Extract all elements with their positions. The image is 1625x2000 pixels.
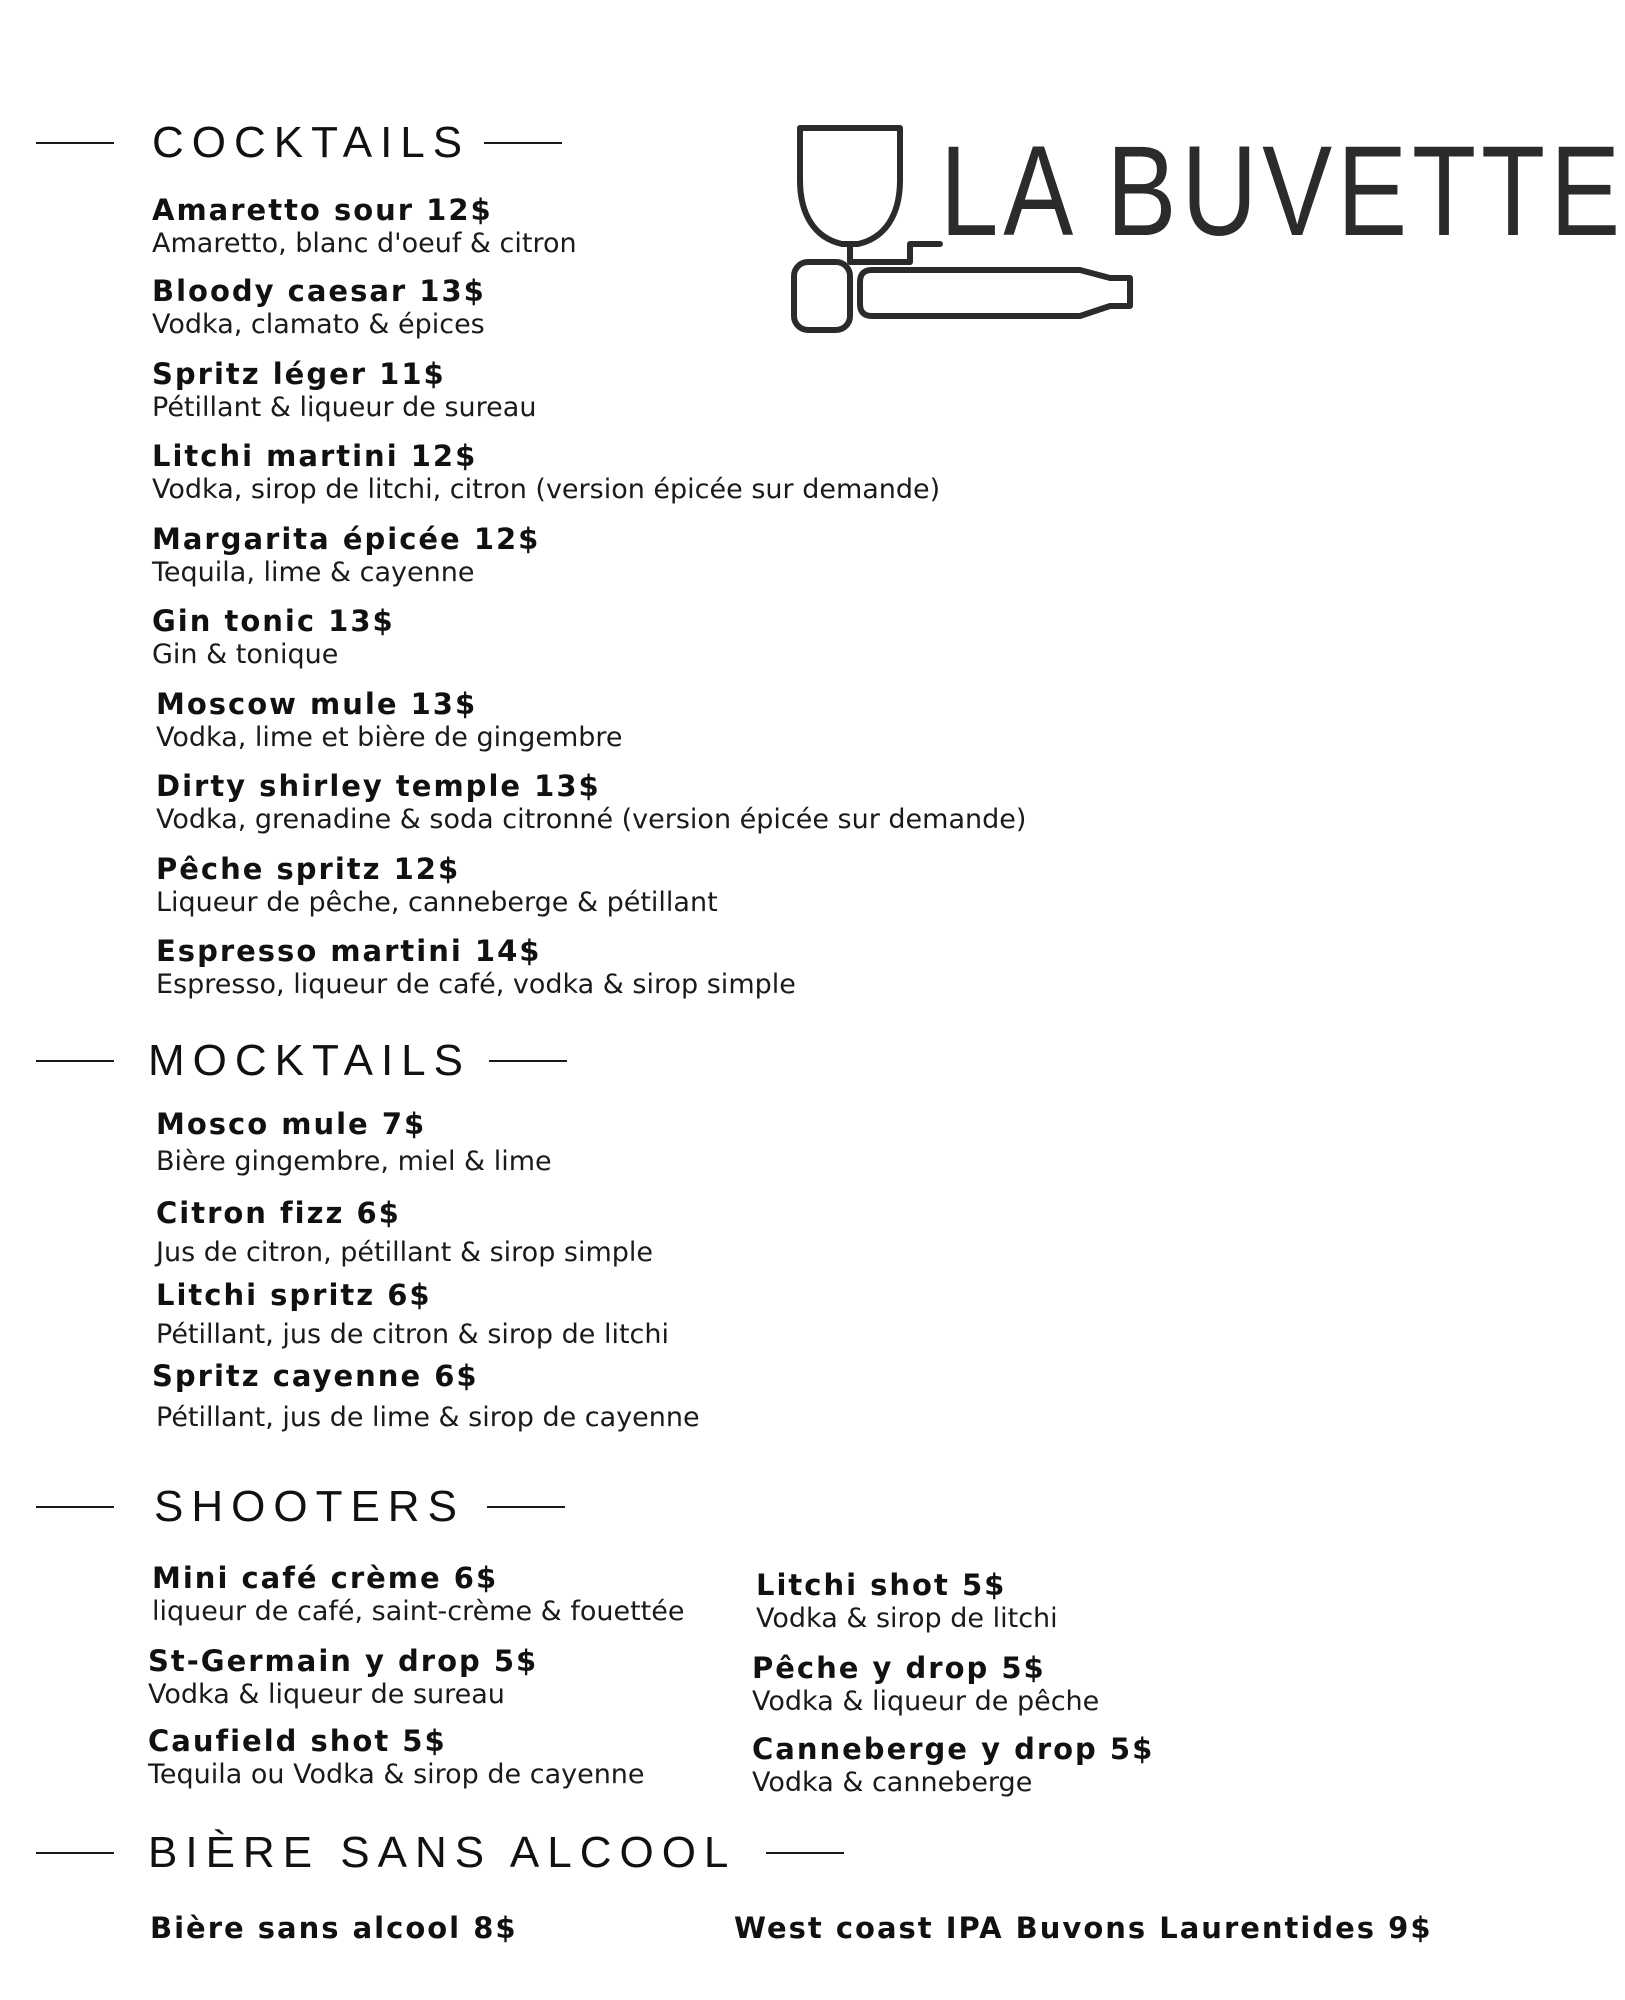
item-description: Vodka, clamato & épices [152, 309, 485, 340]
item-name: Gin tonic 13$ [152, 604, 395, 638]
item-name: Mosco mule 7$ [156, 1107, 427, 1141]
brand-logo [780, 120, 1625, 340]
menu-item [150, 1910, 518, 1946]
header-rule-right [484, 142, 562, 144]
item-name: St-Germain y drop 5$ [148, 1644, 539, 1678]
item-description: Pétillant, jus de citron & sirop de litchi [156, 1319, 670, 1350]
item-name: Litchi shot 5$ [756, 1568, 1007, 1602]
menu-item [156, 1277, 669, 1351]
mocktails-section-header [36, 1036, 567, 1086]
biere-title: BIÈRE SANS ALCOOL [148, 1828, 737, 1877]
item-description: Vodka & liqueur de pêche [752, 1686, 1100, 1717]
item-name: Moscow mule 13$ [156, 687, 478, 721]
item-description: Pétillant, jus de lime & sirop de cayenne [156, 1402, 700, 1433]
item-description: liqueur de café, saint-crème & fouettée [152, 1596, 685, 1627]
item-name: Dirty shirley temple 13$ [156, 769, 601, 803]
item-description: Amaretto, blanc d'oeuf & citron [152, 228, 577, 259]
item-name: Pêche spritz 12$ [156, 852, 461, 886]
item-description: Vodka, lime et bière de gingembre [156, 722, 623, 753]
item-name: Citron fizz 6$ [156, 1196, 401, 1230]
header-rule-right [766, 1852, 844, 1854]
menu-item [152, 438, 940, 506]
item-name: West coast IPA Buvons Laurentides 9$ [734, 1911, 1433, 1945]
menu-item [152, 192, 577, 260]
item-description: Tequila, lime & cayenne [152, 557, 475, 588]
item-description: Vodka & sirop de litchi [756, 1603, 1058, 1634]
item-name: Amaretto sour 12$ [152, 193, 493, 227]
item-name: Litchi spritz 6$ [156, 1278, 432, 1312]
item-name: Bloody caesar 13$ [152, 274, 486, 308]
menu-item [148, 1643, 538, 1711]
item-description: Vodka & liqueur de sureau [148, 1679, 505, 1710]
mocktails-title: MOCKTAILS [148, 1036, 472, 1085]
header-rule-left [36, 1060, 114, 1062]
menu-item [152, 603, 395, 671]
header-rule-right [489, 1060, 567, 1062]
item-description: Liqueur de pêche, canneberge & pétillant [156, 887, 718, 918]
menu-item [752, 1650, 1099, 1718]
cocktails-title: COCKTAILS [152, 118, 471, 167]
item-name: Bière sans alcool 8$ [150, 1911, 518, 1945]
biere-section-header [36, 1828, 844, 1878]
menu-item [152, 1358, 700, 1434]
item-description: Bière gingembre, miel & lime [156, 1146, 552, 1177]
item-description: Espresso, liqueur de café, vodka & sirop simple [156, 969, 796, 1000]
item-name: Pêche y drop 5$ [752, 1651, 1046, 1685]
menu-item [152, 1560, 684, 1628]
item-name: Spritz léger 11$ [152, 357, 446, 391]
menu-item [152, 356, 536, 424]
item-name: Caufield shot 5$ [148, 1724, 447, 1758]
menu-item [156, 851, 718, 919]
header-rule-left [36, 1852, 114, 1854]
item-description: Vodka, sirop de litchi, citron (version épicée sur demande) [152, 474, 941, 505]
item-name: Canneberge y drop 5$ [752, 1732, 1155, 1766]
menu-item [148, 1723, 645, 1791]
menu-item [156, 933, 796, 1001]
item-name: Espresso martini 14$ [156, 934, 542, 968]
shooters-title: SHOOTERS [154, 1482, 465, 1531]
menu-item [156, 1195, 653, 1269]
header-rule-left [36, 142, 114, 144]
menu-item [752, 1731, 1154, 1799]
menu-item [152, 521, 540, 589]
menu-item [152, 273, 486, 341]
menu-item [156, 686, 623, 754]
menu-item [756, 1567, 1058, 1635]
item-description: Vodka & canneberge [752, 1767, 1033, 1798]
menu-item [156, 768, 1026, 836]
shooters-section-header [36, 1482, 565, 1532]
header-rule-right [487, 1506, 565, 1508]
menu-item [734, 1910, 1433, 1946]
cocktails-section-header [36, 118, 562, 168]
menu-item [156, 1106, 552, 1178]
item-name: Margarita épicée 12$ [152, 522, 541, 556]
item-name: Litchi martini 12$ [152, 439, 478, 473]
brand-name: LA BUVETTE [940, 120, 1625, 263]
item-description: Gin & tonique [152, 639, 339, 670]
item-description: Tequila ou Vodka & sirop de cayenne [148, 1759, 645, 1790]
item-description: Pétillant & liqueur de sureau [152, 392, 537, 423]
item-name: Spritz cayenne 6$ [152, 1359, 479, 1393]
item-name: Mini café crème 6$ [152, 1561, 499, 1595]
item-description: Jus de citron, pétillant & sirop simple [156, 1237, 654, 1268]
header-rule-left [36, 1506, 114, 1508]
item-description: Vodka, grenadine & soda citronné (version épicée sur demande) [156, 804, 1027, 835]
